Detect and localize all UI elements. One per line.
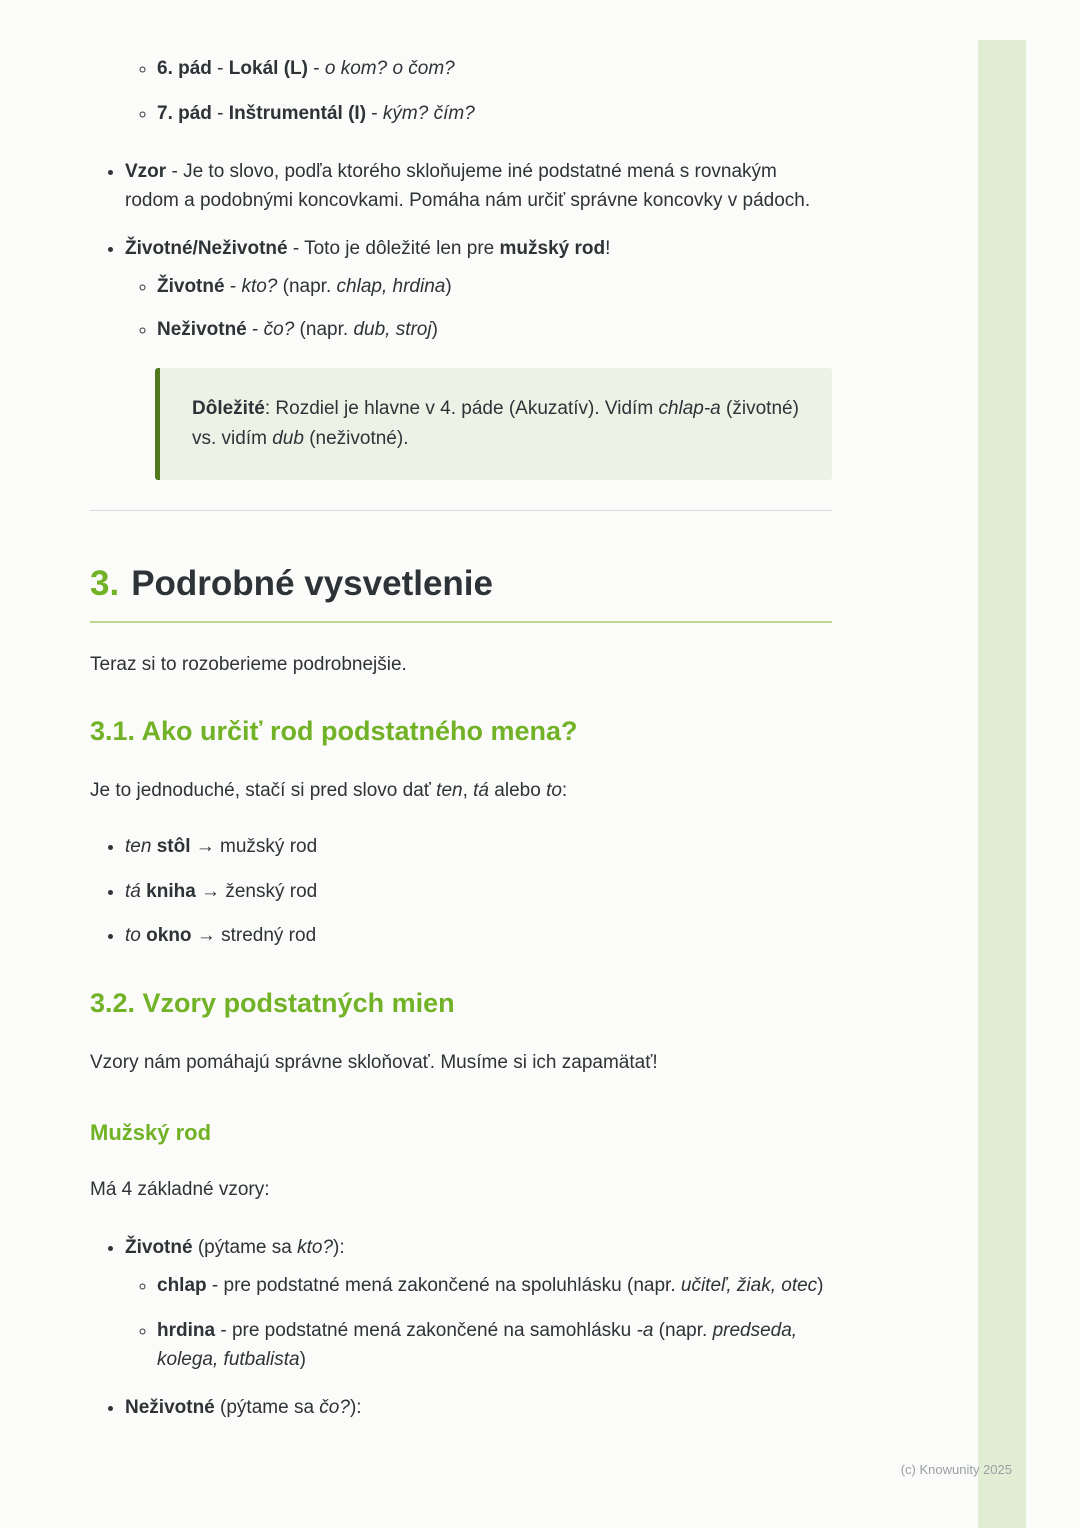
list-item: ◦ Životné - kto? (napr. chlap, hrdina)	[157, 272, 832, 301]
list-item-text: Vzor - Je to slovo, podľa ktorého skloňujeme iné podstatné mená s rovnakým rodom a podobnými koncovkami. Pomáha nám určiť správne koncovky v pádoch.	[125, 160, 811, 212]
list-item	[125, 234, 832, 344]
list-item	[125, 157, 832, 216]
section-number: 3.	[90, 564, 120, 604]
subsection-heading-3-2: 3.2. Vzory podstatných mien	[90, 988, 455, 1019]
list-item: • to okno → stredný rod	[125, 921, 832, 950]
list-item-text: Neživotné (pýtame sa čo?):	[125, 1396, 362, 1418]
paragraph: Teraz si to rozoberieme podrobnejšie.	[90, 654, 407, 676]
paragraph: Vzory nám pomáhajú správne skloňovať. Musíme si ich zapamätať!	[90, 1052, 658, 1074]
watermark: (c) Knowunity 2025	[900, 1462, 1012, 1477]
term-sublist	[125, 272, 832, 344]
content-area	[90, 0, 832, 1422]
callout-box	[155, 368, 832, 480]
section-title: Podrobné vysvetlenie	[131, 564, 493, 604]
paragraph: Má 4 základné vzory:	[90, 1178, 270, 1200]
list-item	[125, 1393, 832, 1422]
list-item: ◦ 6. pád - Lokál (L) - o kom? o čom?	[157, 54, 832, 83]
paragraph: Je to jednoduché, stačí si pred slovo dať ten, tá alebo to:	[90, 779, 568, 801]
case-sublist	[90, 54, 832, 129]
subheading-muzsky-rod: Mužský rod	[90, 1119, 212, 1145]
list-item: ◦ chlap - pre podstatné mená zakončené na spoluhlásku (napr. učiteľ, žiak, otec)	[157, 1271, 832, 1300]
callout-text: Dôležité: Rozdiel je hlavne v 4. páde (Akuzatív). Vidím chlap-a (životné) vs. vidím dub (neživotné).	[192, 398, 799, 450]
list-item: • tá kniha → ženský rod	[125, 877, 832, 906]
list-item: • ten stôl → mužský rod	[125, 832, 832, 861]
vzory-list	[90, 1233, 832, 1422]
gender-example-list	[90, 832, 832, 950]
list-item-text: Životné (pýtame sa kto?):	[125, 1236, 345, 1258]
subsection-heading-3-1: 3.1. Ako určiť rod podstatného mena?	[90, 715, 578, 746]
section-divider	[90, 510, 832, 511]
list-item	[125, 1233, 832, 1375]
term-list	[90, 157, 832, 344]
list-item: ◦ hrdina - pre podstatné mená zakončené na samohlásku -a (napr. predseda, kolega, futbalista)	[157, 1316, 832, 1375]
section-heading	[90, 563, 832, 623]
list-item: ◦ Neživotné - čo? (napr. dub, stroj)	[157, 315, 832, 344]
decorative-stripe	[978, 40, 1026, 1528]
list-item-text: Životné/Neživotné - Toto je dôležité len pre mužský rod!	[125, 237, 611, 259]
list-item: ◦ 7. pád - Inštrumentál (I) - kým? čím?	[157, 99, 832, 128]
vzory-sublist	[125, 1271, 832, 1374]
